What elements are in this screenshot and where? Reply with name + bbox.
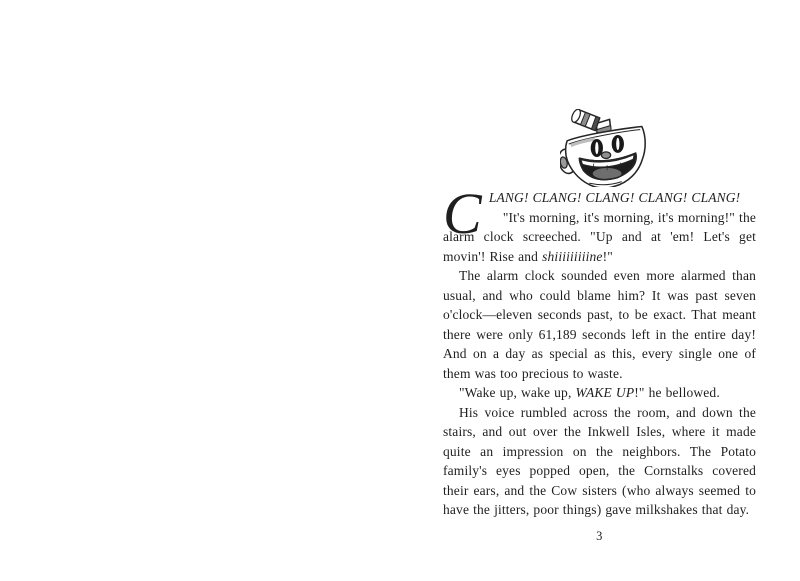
- body-text: "It's morning, it's morning, it's morning!" the alarm clock screeched. "Up and at 'em! Let's get movin'! Rise and: [443, 209, 756, 264]
- straw-upper-segment: [570, 109, 601, 132]
- page-column: [443, 0, 756, 581]
- drop-cap: C: [443, 181, 482, 246]
- nose: [601, 152, 610, 159]
- page-text: [443, 181, 756, 520]
- paragraph: [443, 181, 756, 266]
- body-text: !": [602, 248, 613, 264]
- emphasized-text: shiiiiiiiiine: [542, 248, 603, 264]
- emphasized-text: WAKE UP: [575, 385, 635, 400]
- paragraph: [443, 266, 756, 383]
- body-text: !" he bellowed.: [634, 385, 720, 400]
- body-text: His voice rumbled across the room, and down the stairs, and out over the Inkwell Isles, where it made quite an impression on the neighbors. The Potato family's eyes popped open, the Cornstalks covered their ears, and the Cow sisters (who always seemed to have the jitters, poor things) gave milkshakes that day.: [443, 404, 756, 517]
- emphasized-text: LANG! CLANG! CLANG! CLANG! CLANG!: [488, 190, 741, 205]
- cuphead-illustration: [560, 109, 648, 187]
- page-number: 3: [596, 529, 603, 543]
- cuphead-smiling-head-with-bent-straw-icon: [560, 109, 648, 187]
- paragraph: [443, 403, 756, 520]
- paragraph: [443, 383, 756, 403]
- body-text: The alarm clock sounded even more alarmed than usual, and who could blame him? It was past seven o'clock—eleven seconds past, to be exact. That meant there were only 61,189 seconds left in the entire day! And on a day as special as this, every single one of them was too precious to waste.: [443, 268, 756, 381]
- body-text: "Wake up, wake up,: [459, 385, 576, 400]
